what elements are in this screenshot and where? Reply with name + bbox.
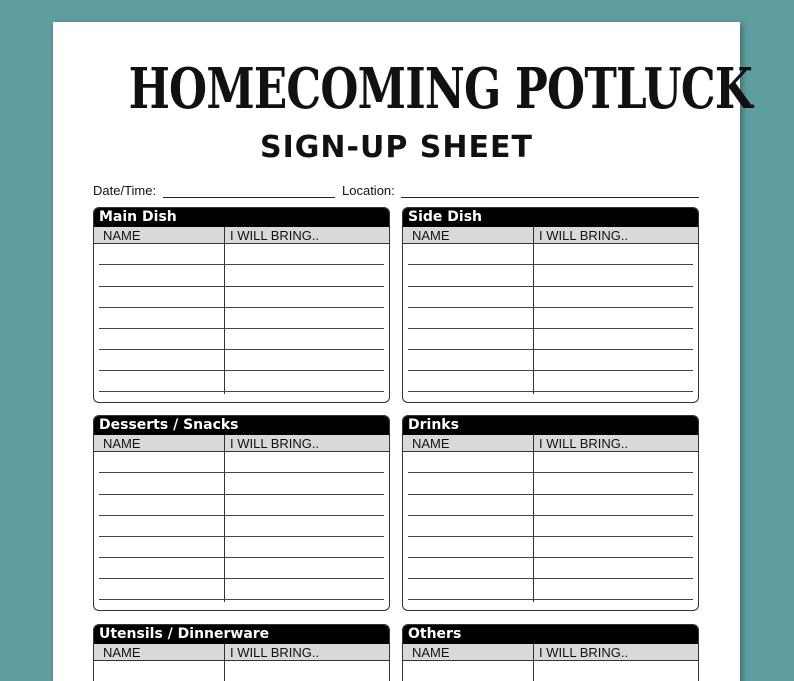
meta-row — [93, 183, 699, 201]
entry-line[interactable] — [408, 328, 693, 329]
column-divider — [533, 435, 534, 602]
entry-line[interactable] — [408, 370, 693, 371]
entry-line[interactable] — [99, 349, 384, 350]
section-title: Main Dish — [94, 208, 389, 227]
sheet-subtitle: SIGN-UP SHEET — [260, 130, 533, 165]
section-title: Drinks — [403, 416, 698, 435]
entry-line[interactable] — [408, 264, 693, 265]
section-drinks — [402, 415, 699, 611]
entry-line[interactable] — [99, 307, 384, 308]
bring-column-label: I WILL BRING.. — [230, 436, 320, 451]
column-divider — [224, 644, 225, 681]
bring-column-label: I WILL BRING.. — [230, 645, 320, 660]
section-title: Desserts / Snacks — [94, 416, 389, 435]
entry-line[interactable] — [408, 286, 693, 287]
name-column-label: NAME — [103, 436, 141, 451]
entry-line[interactable] — [408, 349, 693, 350]
entry-line[interactable] — [408, 515, 693, 516]
column-header — [94, 435, 389, 452]
entry-line[interactable] — [99, 536, 384, 537]
column-header — [94, 227, 389, 244]
name-column-label: NAME — [412, 645, 450, 660]
date-time-label: Date/Time: — [93, 183, 157, 198]
column-divider — [224, 435, 225, 602]
section-utensils-dinnerware — [93, 624, 390, 681]
entry-line[interactable] — [408, 578, 693, 579]
location-field[interactable] — [401, 197, 699, 198]
entry-line[interactable] — [408, 599, 693, 600]
section-side-dish — [402, 207, 699, 403]
section-main-dish — [93, 207, 390, 403]
entry-line[interactable] — [99, 599, 384, 600]
bring-column-label: I WILL BRING.. — [539, 436, 629, 451]
section-others — [402, 624, 699, 681]
section-title: Side Dish — [403, 208, 698, 227]
sheet-title: HOMECOMING POTLUCK — [128, 56, 753, 122]
bring-column-label: I WILL BRING.. — [539, 645, 629, 660]
section-desserts-snacks — [93, 415, 390, 611]
entry-line[interactable] — [408, 391, 693, 392]
entry-line[interactable] — [408, 494, 693, 495]
entry-line[interactable] — [408, 472, 693, 473]
date-time-field[interactable] — [163, 197, 335, 198]
entry-line[interactable] — [99, 286, 384, 287]
column-header — [403, 644, 698, 661]
name-column-label: NAME — [412, 436, 450, 451]
entry-line[interactable] — [99, 328, 384, 329]
signup-sheet-page — [53, 22, 753, 681]
location-label: Location: — [342, 183, 395, 198]
bring-column-label: I WILL BRING.. — [539, 228, 629, 243]
entry-line[interactable] — [99, 578, 384, 579]
entry-line[interactable] — [99, 370, 384, 371]
section-title: Utensils / Dinnerware — [94, 625, 389, 644]
entry-line[interactable] — [408, 307, 693, 308]
section-title: Others — [403, 625, 698, 644]
entry-line[interactable] — [99, 494, 384, 495]
entry-line[interactable] — [99, 391, 384, 392]
column-header — [403, 435, 698, 452]
entry-line[interactable] — [99, 472, 384, 473]
column-divider — [224, 227, 225, 394]
name-column-label: NAME — [103, 228, 141, 243]
name-column-label: NAME — [103, 645, 141, 660]
column-header — [94, 644, 389, 661]
entry-line[interactable] — [408, 536, 693, 537]
column-divider — [533, 227, 534, 394]
bring-column-label: I WILL BRING.. — [230, 228, 320, 243]
column-header — [403, 227, 698, 244]
entry-line[interactable] — [99, 264, 384, 265]
entry-line[interactable] — [99, 515, 384, 516]
entry-line[interactable] — [408, 557, 693, 558]
column-divider — [533, 644, 534, 681]
name-column-label: NAME — [412, 228, 450, 243]
entry-line[interactable] — [99, 557, 384, 558]
